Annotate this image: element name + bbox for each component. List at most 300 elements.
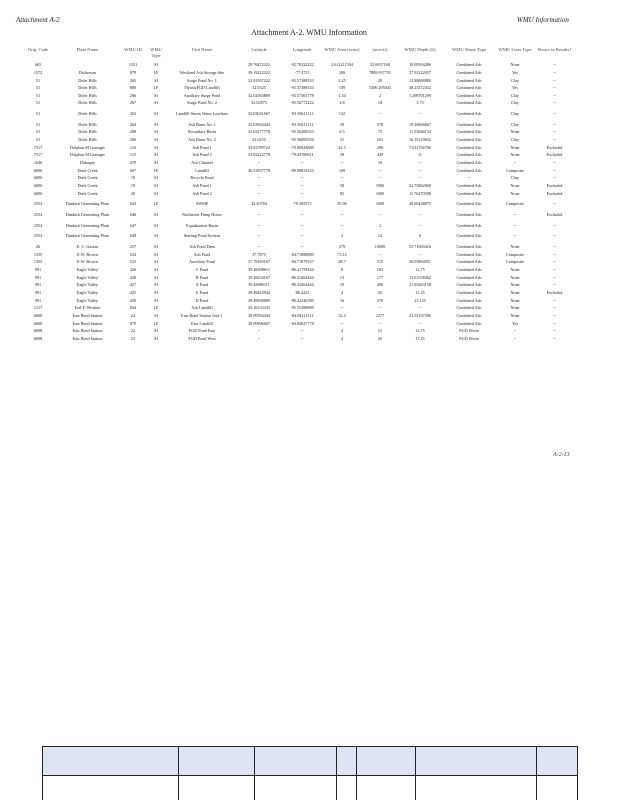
table-cell: Eagle Valley [76, 297, 99, 303]
table-cell: 11.76470588 [409, 190, 431, 196]
table-cell: 39.48443944 [248, 289, 270, 295]
table-cell: 29 [377, 77, 383, 83]
table-row [22, 174, 576, 182]
table-cell: Secondary Basin [187, 129, 217, 135]
table-row [22, 182, 576, 190]
table-cell: 1900 [375, 183, 385, 189]
table-cell: Combined Ash [456, 160, 482, 166]
wmu-table [22, 47, 576, 343]
table-cell: Westland Ash Storage Site [179, 69, 225, 75]
table-cell: 3.75 [416, 100, 424, 106]
table-cell: SI [154, 183, 158, 189]
table-cell: Combined Ash [456, 100, 482, 106]
table-cell: Excluded [546, 212, 563, 217]
table-cell: Combined Ash [456, 243, 482, 249]
table-cell: 12.75 [415, 266, 425, 272]
table-cell: 51 [35, 92, 41, 98]
table-cell: -95.55288889 [290, 305, 314, 311]
table-cell: SI [154, 222, 158, 228]
table-cell: SI [154, 282, 158, 288]
table-cell: -- [513, 160, 517, 166]
table-cell: 39 [339, 152, 345, 158]
table-cell: 298 [376, 144, 384, 150]
table-cell: Combined Ash [456, 274, 482, 280]
table-cell: 32.03041667 [248, 111, 270, 117]
table-cell: 2 [340, 233, 344, 239]
footer-header-cell [357, 747, 415, 775]
table-cell: SI [154, 111, 158, 117]
table-cell: 32.03944444 [248, 121, 270, 127]
table-cell: 45 [377, 335, 383, 341]
table-cell: None [510, 129, 520, 135]
table-cell: 12.75 [415, 328, 425, 334]
table-cell: -- [300, 190, 304, 196]
table-cell: Dolet Hills [78, 137, 97, 143]
table-row [22, 144, 576, 152]
table-cell: 30 [339, 121, 345, 127]
table-cell: Combined Ash [456, 111, 482, 117]
table-cell: 4.8 [339, 100, 345, 106]
table-cell: -- [257, 190, 261, 196]
table-cell: Earl F. Wisdom [74, 305, 101, 311]
table-cell: 7809.937755 [369, 69, 391, 75]
table-cell: 10 [377, 160, 383, 166]
table-cell: 11.53846154 [409, 129, 431, 135]
table-cell: 4 [340, 335, 344, 341]
table-cell: Combined Ash [456, 121, 482, 127]
table-cell: 18 [377, 100, 383, 106]
footer-cell [337, 775, 358, 800]
table-cell: East Bend Station [72, 335, 103, 341]
table-cell: 643 [129, 201, 137, 207]
table-cell: None [510, 312, 520, 318]
table-cell: 1355 [33, 259, 43, 265]
table-cell: 1572 [33, 69, 43, 75]
table-cell: None [510, 152, 520, 158]
table-cell: SI [154, 297, 158, 303]
table-row [22, 232, 576, 240]
table-row [22, 121, 576, 129]
table-cell: 51 [35, 129, 41, 135]
page-number: A-2-13 [553, 452, 570, 458]
table-cell: FGD Pond East [188, 328, 216, 334]
table-cell: SI [154, 266, 158, 272]
table-cell: 19 [339, 282, 345, 288]
table-cell: East Bend Station [72, 320, 103, 326]
table-cell: 28.7 [338, 259, 346, 265]
table-cell: SI [154, 233, 158, 239]
table-cell: -- [378, 167, 382, 173]
table-cell: -- [553, 328, 556, 334]
table-cell: -- [513, 335, 517, 341]
table-cell: -- [553, 243, 556, 249]
table-cell: Combined Ash [456, 233, 482, 239]
table-cell: -- [513, 212, 517, 217]
table-cell: 18 [130, 175, 136, 181]
table-cell: -- [418, 222, 422, 228]
table-cell: -- [553, 259, 556, 265]
table-cell: Dolet Hills [78, 111, 97, 117]
table-cell: 7317 [33, 152, 43, 158]
table-cell: Eagle Valley [76, 274, 99, 280]
table-cell: -93.57388333 [290, 77, 314, 83]
table-row [22, 200, 576, 208]
table-row [22, 258, 576, 266]
table-cell: -- [340, 160, 344, 166]
table-cell: -79.06944889 [290, 144, 314, 150]
table-cell: 37.7875 [252, 251, 266, 257]
table-cell: 21.05263158 [409, 282, 431, 288]
table-cell: Clay [511, 100, 519, 106]
table-cell: None [510, 297, 520, 303]
table-cell: -- [300, 243, 304, 249]
table-cell: SI [154, 62, 158, 68]
table-cell: -- [300, 328, 304, 334]
table-cell: -- [257, 328, 261, 334]
table-cell: 370 [376, 297, 384, 303]
table-cell: -- [300, 175, 304, 181]
table-cell: -- [553, 77, 556, 83]
table-row [22, 222, 576, 230]
table-cell: -- [418, 212, 422, 217]
col-shows-in-results: Shows in Results? [537, 47, 572, 52]
table-cell: 2.25 [338, 77, 346, 83]
table-cell: Eagle Valley [76, 266, 99, 272]
table-cell: -- [553, 137, 556, 143]
table-cell: 6 [418, 233, 422, 239]
table-cell: Excluded [546, 289, 563, 295]
table-cell: 206 [338, 69, 346, 75]
table-cell: -- [553, 335, 556, 341]
footer-cell [357, 775, 415, 800]
table-cell: 85 [339, 190, 345, 196]
table-cell: -- [378, 305, 382, 311]
table-cell: 6006 [33, 190, 43, 196]
table-cell: 132 [338, 111, 346, 117]
table-cell: 16 [339, 297, 345, 303]
table-cell: 257 [129, 243, 137, 249]
table-cell: 2.612211304 [331, 62, 353, 68]
table-cell: Combined Ash [456, 312, 482, 318]
table-cell: Combined Ash [456, 212, 482, 217]
table-cell: 7317 [33, 144, 43, 150]
table-cell: 6006 [33, 183, 43, 189]
table-cell: -- [553, 100, 556, 106]
table-cell: -86.41664444 [290, 274, 314, 280]
table-cell: -93.57388333 [290, 85, 314, 91]
table-cell: Dolet Hills [78, 77, 97, 83]
table-cell: 33.82222778 [248, 152, 270, 158]
table-cell: 2554 [33, 212, 43, 217]
table-cell: Dolet Hills [78, 100, 97, 106]
table-cell: 26 [35, 243, 41, 249]
table-cell: 5306.295043 [369, 85, 391, 91]
table-cell: Excluded [546, 190, 563, 196]
table-cell: Duck Creek [77, 175, 98, 181]
table-cell: -- [553, 251, 556, 257]
table-cell: SI [154, 190, 158, 196]
table-cell: Clay [511, 111, 519, 117]
table-cell: 428 [129, 274, 137, 280]
col-latitude: Latitude [251, 47, 267, 52]
table-cell: SI [154, 243, 158, 249]
table-cell: 11 [417, 152, 423, 158]
table-cell: Dolet Hills [78, 85, 97, 91]
table-cell: -- [378, 212, 382, 217]
table-cell: SI [154, 289, 158, 295]
table-cell: Ash Basin No. 2 [188, 137, 216, 143]
table-row [22, 312, 576, 320]
table-cell: 18.09394286 [409, 62, 431, 68]
table-cell: 991 [34, 282, 42, 288]
table-row [22, 243, 576, 251]
table-cell: SI [154, 77, 158, 83]
table-cell: 52.4 [338, 312, 346, 318]
table-cell: SI [154, 328, 158, 334]
table-cell: 39.48408611 [248, 266, 270, 272]
table-cell: -- [257, 233, 261, 239]
table-row [22, 92, 576, 100]
table-cell: 2 [378, 92, 382, 98]
table-cell: Ash Pond 2 [192, 152, 212, 158]
table-cell: -- [553, 69, 556, 75]
table-cell: Dunkirk Generating Plant [65, 233, 110, 239]
table-cell: 427 [129, 282, 137, 288]
table-cell: -- [553, 85, 556, 91]
table-cell: 33.82789722 [248, 144, 270, 150]
table-cell: -- [257, 335, 261, 341]
col-orig-code: Orig. Code [27, 47, 49, 52]
table-cell: -86.41664444 [290, 282, 314, 288]
table-cell: 51 [35, 121, 41, 127]
table-cell: 879 [129, 69, 137, 75]
table-cell: -- [553, 274, 556, 280]
header-right: WMU Information [517, 16, 569, 24]
table-cell: -- [418, 160, 422, 166]
table-cell: -- [553, 62, 556, 68]
table-cell: Combined Ash [456, 62, 482, 68]
table-cell: None [510, 282, 520, 288]
table-cell: 32.75862069 [409, 183, 431, 189]
table-cell: -- [257, 183, 261, 189]
table-cell: SI [154, 175, 158, 181]
table-row [22, 167, 576, 175]
footer-header-cell [179, 747, 254, 775]
table-cell: 12 [377, 233, 383, 239]
table-cell: 263 [129, 111, 137, 117]
table-cell: 39.19222222 [248, 69, 270, 75]
table-cell: 51 [35, 85, 41, 91]
table-cell: Duck Creek [77, 167, 98, 173]
table-cell: Combined Ash [456, 85, 482, 91]
table-cell: 51 [377, 328, 383, 334]
table-cell: -79.04788611 [290, 152, 314, 158]
table-cell: LF [153, 201, 159, 207]
table-cell: 13.61538462 [409, 274, 431, 280]
table-row [22, 84, 576, 92]
table-cell: -84.71888889 [290, 251, 314, 257]
table-cell: 48.23372432 [409, 85, 431, 91]
table-cell: Combined Ash [456, 282, 482, 288]
table-row [22, 335, 576, 343]
table-header-row [22, 47, 576, 61]
table-cell: Dunkirk Generating Plant [65, 201, 110, 207]
table-row [22, 297, 576, 305]
table-cell: -- [340, 212, 344, 217]
table-cell: -- [300, 335, 304, 341]
table-cell: Dolphus M Grainger [70, 144, 105, 150]
table-row [22, 159, 576, 167]
table-cell: None [510, 305, 520, 311]
table-cell: -- [300, 160, 304, 166]
table-cell: 109 [338, 85, 346, 91]
table-cell: Landfill [195, 167, 209, 173]
table-cell: -- [257, 160, 261, 166]
table-cell: Yes [511, 85, 519, 91]
table-cell: -- [340, 320, 344, 326]
footer-header-cell [537, 747, 577, 775]
table-cell: E Pond [195, 289, 209, 295]
table-cell: Combined Ash [456, 77, 482, 83]
table-cell: 51 [35, 100, 41, 106]
table-cell: Composite [505, 259, 525, 265]
table-cell: SWMF [195, 201, 209, 207]
table-cell: 75 [377, 129, 383, 135]
table-cell: East Landfill [191, 320, 213, 326]
table-cell: 31 [339, 137, 345, 143]
col-wmu-area: WMU Area (acres) [324, 47, 360, 52]
col-wmu-type: WMU Type [150, 47, 162, 58]
table-cell: -- [553, 266, 556, 272]
table-cell: 6006 [33, 175, 43, 181]
table-cell: D Pond [195, 297, 209, 303]
table-cell: -- [553, 297, 556, 303]
table-cell: 116 [129, 144, 137, 150]
col-liner-type: WMU Liner Type [498, 47, 532, 52]
table-cell: 665 [34, 62, 42, 68]
table-cell: -- [418, 167, 422, 173]
table-cell: 501 [376, 137, 384, 143]
table-cell: East Bend Station Unit 1 [181, 312, 223, 318]
footer-header-cell [255, 747, 337, 775]
table-cell: Eagle Valley [76, 289, 99, 295]
table-cell: E.W. Brown [77, 251, 98, 257]
table-cell: 32.03277778 [248, 129, 270, 135]
table-cell: None [510, 144, 520, 150]
col-unit-name: Unit Name [191, 47, 213, 52]
table-cell: -- [553, 320, 556, 326]
table-cell: Settling Pond System [183, 233, 221, 239]
table-cell: SI [154, 160, 158, 166]
table-row [22, 77, 576, 85]
table-cell: -93.56211111 [290, 121, 314, 127]
table-cell: Combined Ash [456, 183, 482, 189]
table-cell: -- [378, 320, 382, 326]
table-cell: 23.91167300 [409, 312, 431, 318]
table-cell [54, 61, 121, 69]
table-cell: Dolet Hills [78, 121, 97, 127]
table-cell: SI [154, 152, 158, 158]
table-cell: -- [553, 282, 556, 288]
table-cell: 524 [129, 251, 137, 257]
table-cell: 991 [34, 266, 42, 272]
table-cell: 51 [35, 111, 41, 117]
table-cell: SI [154, 144, 158, 150]
table-cell: 37.78169167 [248, 259, 270, 265]
table-cell: 37.91222037 [409, 69, 431, 75]
table-cell: 45 [377, 289, 383, 295]
table-cell: Dunkirk Generating Plant [65, 212, 110, 217]
table-cell: Combined Ash [456, 251, 482, 257]
table-row [22, 190, 576, 198]
table-cell: 268 [129, 129, 137, 135]
table-cell: -- [418, 111, 422, 117]
table-cell: 2554 [33, 222, 43, 228]
table-cell: -- [418, 305, 422, 311]
table-cell: 24 [130, 312, 136, 318]
table-cell: Combined Ash [456, 167, 482, 173]
table-cell: 879 [129, 320, 137, 326]
table-cell: -- [553, 305, 556, 311]
table-cell: -84.84111111 [290, 312, 314, 318]
table-cell: 667 [129, 167, 137, 173]
table-row [22, 110, 576, 118]
table-cell: 11.25 [415, 289, 425, 295]
table-cell: Ash Pond [193, 251, 211, 257]
table-cell: -- [513, 222, 517, 228]
table-cell: Eagle Valley [76, 282, 99, 288]
table-cell: Clay [511, 77, 519, 83]
table-cell: Excluded [546, 183, 563, 189]
table-cell: -- [553, 222, 556, 228]
table-cell: Combined Ash [456, 259, 482, 265]
table-row [22, 266, 576, 274]
table-cell: -- [553, 111, 556, 117]
table-cell: Dubuque [79, 160, 96, 166]
table-cell: Combined Ash [456, 297, 482, 303]
table-cell: -- [300, 233, 304, 239]
table-cell: Equalization Basin [186, 222, 218, 228]
table-cell: 38.90594444 [248, 312, 270, 318]
table-cell: None [510, 274, 520, 280]
table-cell: 19 [130, 183, 136, 189]
table-cell: 844 [129, 305, 137, 311]
table-cell: Clay [511, 175, 519, 181]
table-cell: -89.98833333 [290, 167, 314, 173]
table-cell: FGD Waste [459, 328, 479, 334]
table-cell: Combined Ash [456, 129, 482, 135]
col-plant-name: Plant Name [76, 47, 99, 52]
table-cell: -93.57361778 [290, 92, 314, 98]
table-cell: 10000 [374, 243, 386, 249]
table-cell: -93.56083556 [290, 137, 314, 143]
table-cell: -- [553, 129, 556, 135]
table-cell: Yes [511, 69, 519, 75]
table-cell: -- [418, 251, 422, 257]
table-row [22, 211, 576, 219]
table-cell: 115 [129, 152, 137, 158]
table-cell: -- [340, 175, 344, 181]
table-cell: SI [154, 137, 158, 143]
table-cell: SI [154, 129, 158, 135]
table-cell: Combined Ash [456, 266, 482, 272]
footer-header-cell [416, 747, 538, 775]
table-cell: 266 [129, 92, 137, 98]
table-cell: -84.71879167 [290, 259, 314, 265]
table-cell: 7.011764706 [409, 144, 431, 150]
table-cell: Surge Pond No. 2 [187, 100, 217, 106]
table-cell: -92.79222222 [290, 62, 314, 68]
